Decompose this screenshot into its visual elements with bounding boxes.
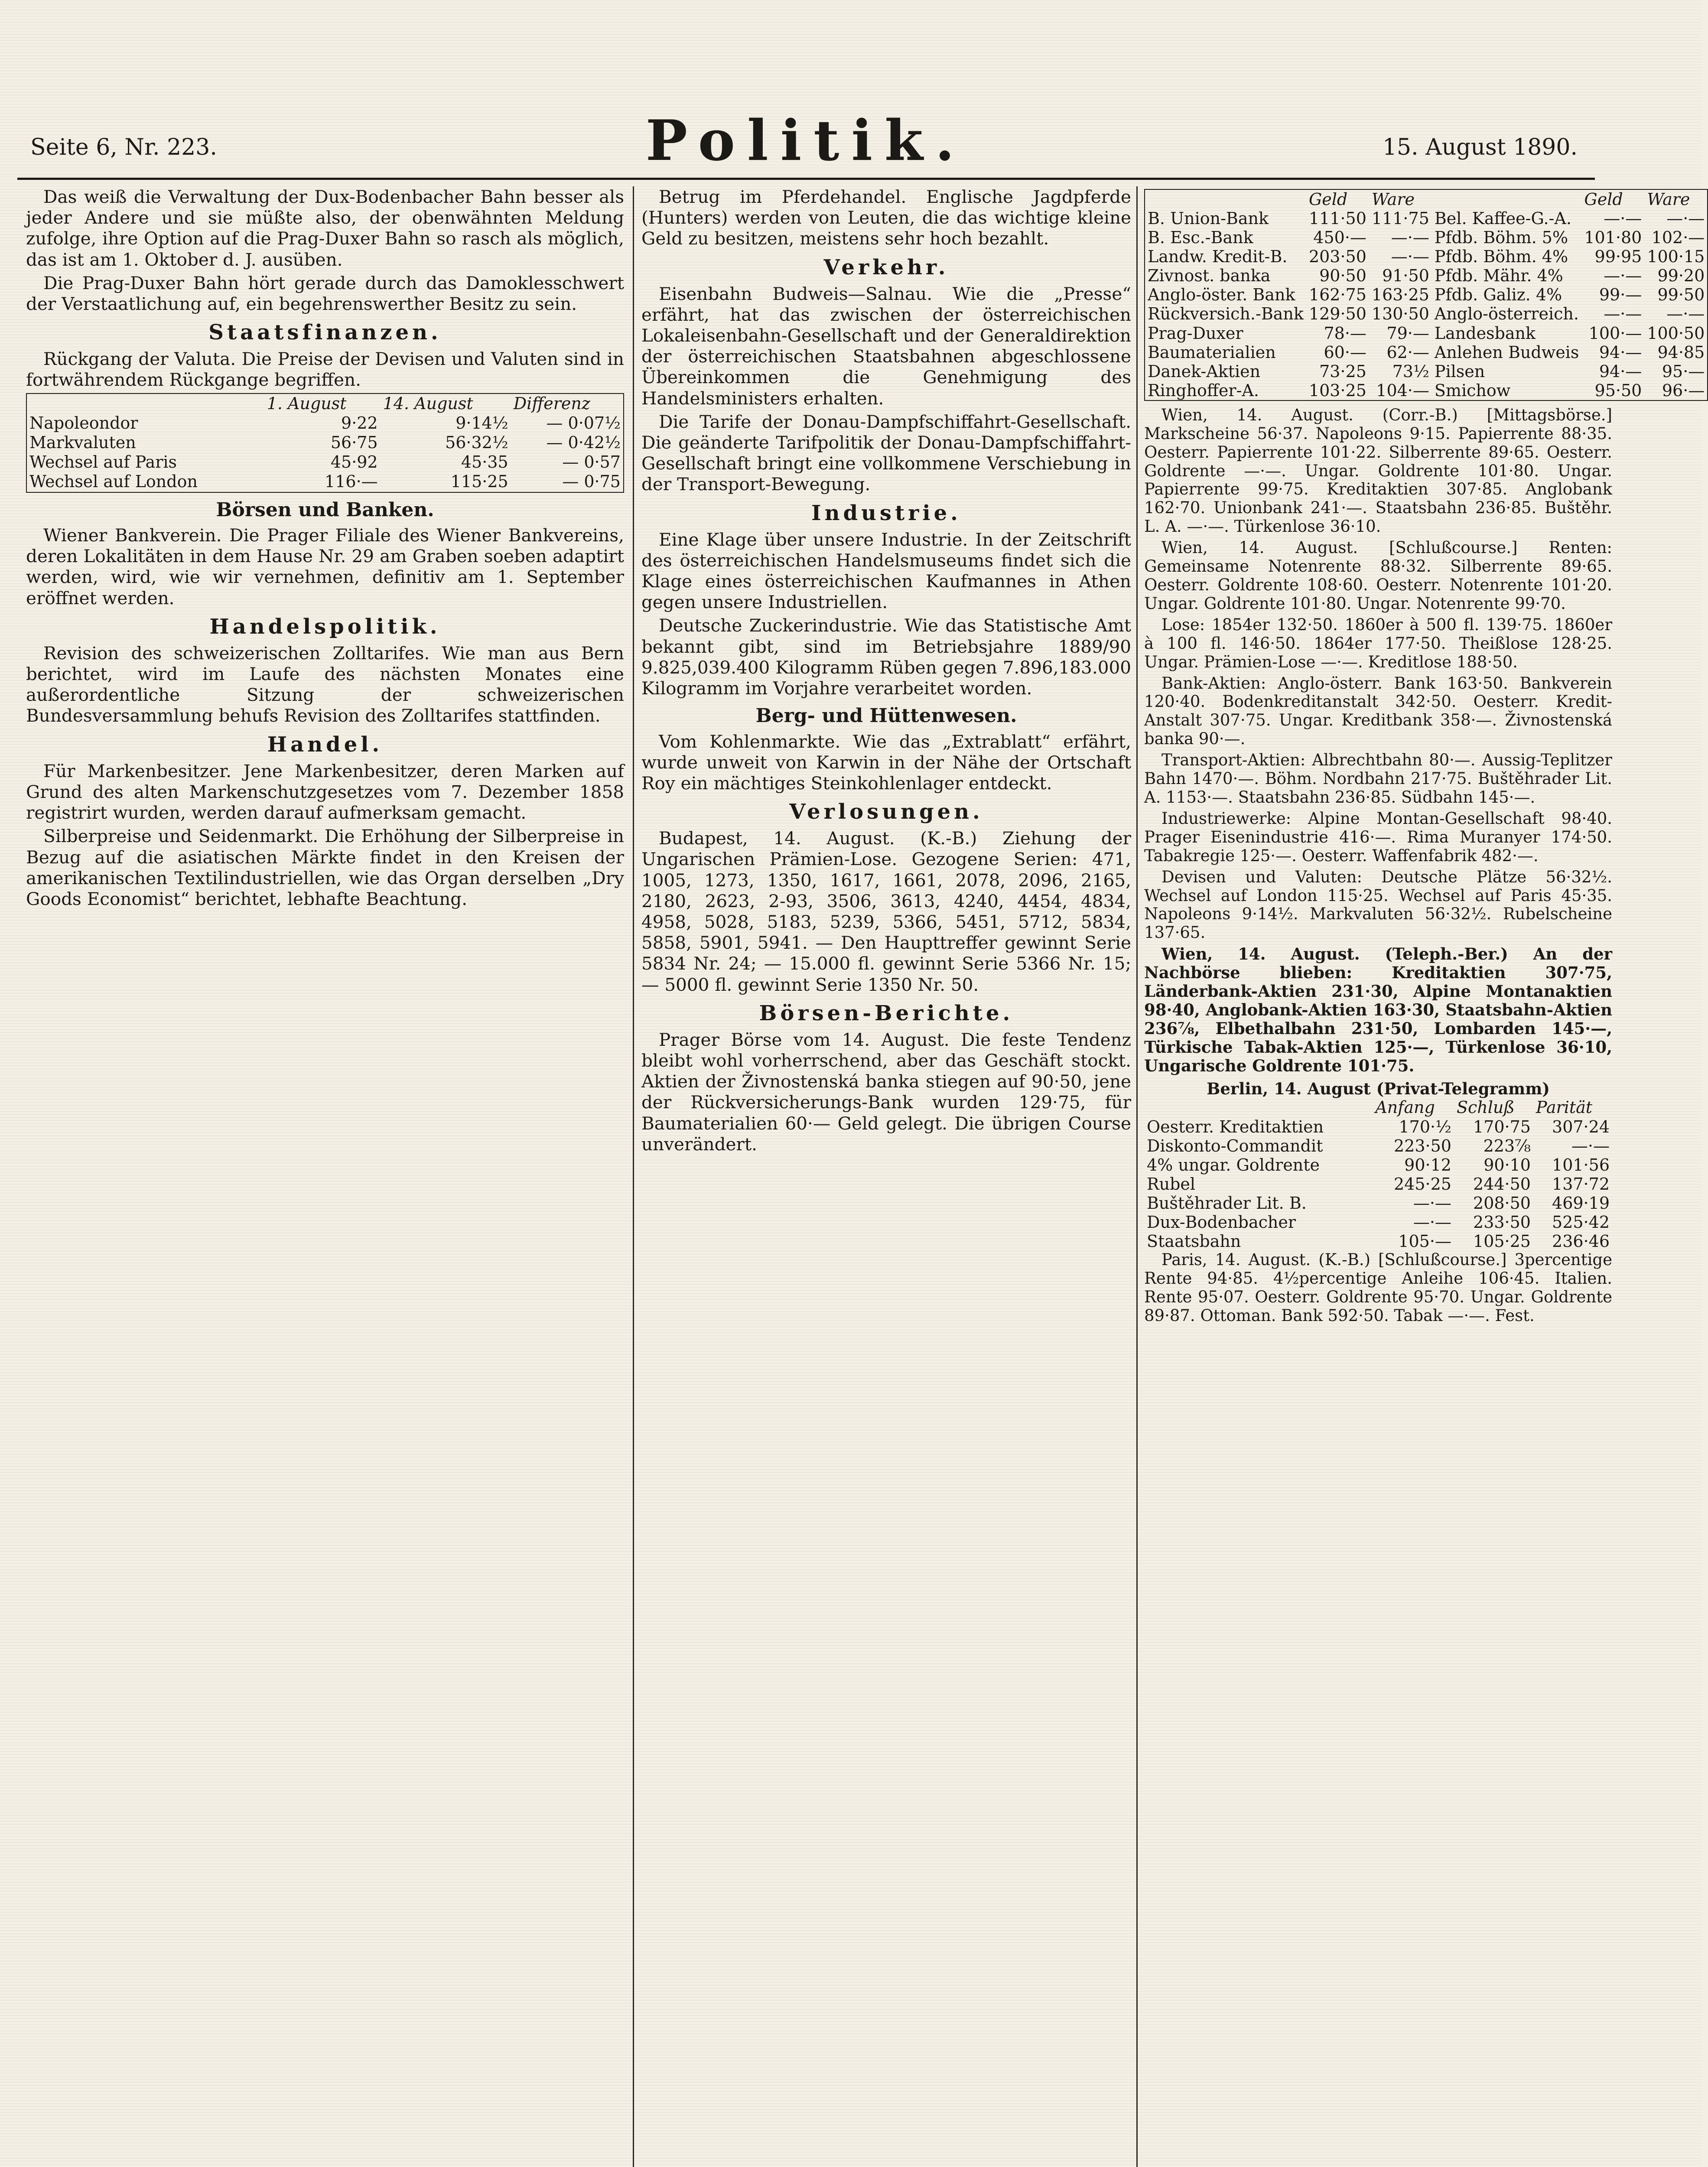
column-middle [641, 186, 1131, 2167]
table-cell: 208·50 [1473, 1193, 1531, 1213]
table-row [1145, 266, 1708, 285]
table-cell: 170·½ [1399, 1117, 1451, 1136]
table-cell: 162·75 [1308, 285, 1366, 305]
table-cell: 79·— [1386, 323, 1429, 343]
table-cell: —·— [1666, 209, 1705, 228]
article-paragraph: Rückgang der Valuta. Die Preise der Devisen und Valuten sind in fortwährendem Rückgange begriffen. [26, 348, 624, 390]
table-cell: 90·50 [1319, 266, 1366, 286]
article-paragraph: Silberpreise und Seidenmarkt. Die Erhöhung der Silberpreise in Bezug auf die asiatischen Märkte findet in den Kreisen der amerikanischen Textilindustriellen, wie das Organ derselben „Dry Goods Economist“ berichtet, lebhafte Beachtung. [26, 826, 624, 909]
table-cell: 233·50 [1473, 1212, 1531, 1232]
table-cell: 105·25 [1473, 1232, 1531, 1251]
market-report: Industriewerke: Alpine Montan-Gesellschaft 98·40. Prager Eisenindustrie 416·—. Rima Muranyer 174·50. Tabakregie 125·—. Oesterr. Waffenfabrik 482·—. [1144, 809, 1612, 865]
quotes-table [1144, 189, 1708, 401]
section-heading-verkehr: Verkehr. [823, 255, 949, 280]
table-cell: 102·— [1651, 228, 1705, 247]
issue-date: 15. August 1890. [1382, 134, 1578, 160]
table-cell: Pfdb. Galiz. 4% [1434, 285, 1562, 305]
table-cell: 223·50 [1393, 1136, 1451, 1155]
table-cell: Markvaluten [29, 433, 136, 452]
table-cell: 103·25 [1308, 381, 1366, 400]
berlin-report-title: Berlin, 14. August (Privat-Telegramm) [1207, 1079, 1550, 1098]
table-cell: —·— [1391, 228, 1429, 247]
table-cell: 60·— [1324, 342, 1366, 362]
table-cell: Rubel [1147, 1174, 1196, 1194]
table-header-cell: Ware [1647, 190, 1690, 209]
table-cell: 99·95 [1594, 247, 1642, 267]
table-cell: 94·85 [1657, 342, 1705, 362]
table-cell: 96·— [1662, 381, 1705, 400]
section-heading-berg-huettenwesen: Berg- und Hüttenwesen. [755, 705, 1017, 727]
section-heading-industrie: Industrie. [811, 501, 961, 525]
table-cell: 90·10 [1484, 1155, 1531, 1175]
table-cell: Wechsel auf London [29, 472, 198, 491]
table-row [1145, 247, 1708, 266]
table-cell: — 0·07½ [546, 413, 621, 433]
table-row [1145, 304, 1708, 323]
table-cell: 90·12 [1404, 1155, 1451, 1175]
table-cell: —·— [1413, 1212, 1451, 1232]
table-cell: 100·— [1588, 323, 1642, 343]
column-left [26, 186, 624, 2167]
table-cell: Staatsbahn [1147, 1232, 1241, 1251]
section-heading-boersen-berichte: Börsen-Berichte. [759, 1001, 1014, 1025]
table-header-cell [1145, 189, 1306, 209]
table-cell: 62·— [1386, 342, 1429, 362]
table-cell: Pilsen [1434, 361, 1485, 381]
table-header-row [1144, 1098, 1612, 1117]
article-paragraph: Wiener Bankverein. Die Prager Filiale des Wiener Bankvereins, deren Lokalitäten in dem Hause Nr. 29 am Graben soeben adaptirt werden, wird, wie wir vernehmen, definitiv am 1. September eröffnet werden. [26, 525, 624, 608]
header-rule [17, 178, 1595, 180]
table-cell: Pfdb. Böhm. 5% [1434, 228, 1568, 247]
market-report: Transport-Aktien: Albrechtbahn 80·—. Aussig-Teplitzer Bahn 1470·—. Böhm. Nordbahn 217·75. Buštěhrader Lit. A. 1153·—. Staatsbahn 236·85. Südbahn 145·—. [1144, 751, 1612, 807]
table-cell: 129·50 [1308, 304, 1366, 324]
table-cell: Prag-Duxer [1148, 323, 1243, 343]
article-paragraph: Vom Kohlenmarkte. Wie das „Extrablatt“ erfährt, wurde unweit von Karwin in der Nähe der Ortschaft Roy ein mächtiges Steinkohlenlager entdeckt. [641, 731, 1131, 794]
table-cell: 73½ [1392, 361, 1429, 381]
table-row [1145, 324, 1708, 343]
table-header-cell: Parität [1536, 1098, 1593, 1117]
table-cell: 101·56 [1552, 1155, 1610, 1175]
table-row [26, 433, 624, 452]
table-cell: — 0·57 [562, 452, 621, 472]
table-cell: 4% ungar. Goldrente [1147, 1155, 1320, 1175]
table-header-row [1145, 189, 1708, 209]
table-cell: 45·35 [461, 452, 508, 472]
table-cell: Anlehen Budweis [1434, 342, 1579, 362]
table-cell: 137·72 [1552, 1174, 1610, 1194]
table-cell: —·— [1604, 209, 1642, 228]
table-cell: Oesterr. Kreditaktien [1147, 1117, 1324, 1136]
page-number: Seite 6, Nr. 223. [30, 134, 217, 160]
table-cell: —·— [1604, 266, 1642, 286]
table-row [1145, 228, 1708, 247]
table-cell: Smichow [1434, 381, 1511, 400]
table-header-row [26, 394, 624, 413]
table-cell: 95·— [1662, 361, 1705, 381]
table-header-cell: Anfang [1375, 1098, 1435, 1117]
article-paragraph: Für Markenbesitzer. Jene Markenbesitzer, deren Marken auf Grund des alten Markenschutzgesetzes vom 7. Dezember 1858 registrirt wurden, werden darauf aufmerksam gemacht. [26, 760, 624, 823]
table-cell: B. Esc.-Bank [1148, 228, 1253, 247]
table-row [1145, 343, 1708, 362]
table-cell: — 0·75 [562, 472, 621, 491]
table-cell: Dux-Bodenbacher [1147, 1212, 1296, 1232]
table-cell: —·— [1666, 304, 1705, 324]
table-header-cell: Geld [1308, 190, 1348, 209]
table-cell: Anglo-öster. Bank [1148, 285, 1295, 305]
column-right [1144, 186, 1705, 2167]
table-cell: Wechsel auf Paris [29, 452, 177, 472]
table-header-cell: 14. August [383, 394, 473, 413]
table-header-cell [26, 394, 264, 413]
table-header-cell: Ware [1371, 190, 1415, 209]
table-cell: 56·75 [330, 433, 378, 452]
table-row [1145, 285, 1708, 304]
table-cell: 100·15 [1647, 247, 1705, 267]
table-cell: — 0·42½ [546, 433, 621, 452]
berlin-table [1144, 1098, 1612, 1251]
table-cell: 163·25 [1371, 285, 1429, 305]
table-cell: 104·— [1376, 381, 1429, 400]
table-cell: 245·25 [1393, 1174, 1451, 1194]
table-cell: 203·50 [1308, 247, 1366, 267]
table-cell: Zivnost. banka [1148, 266, 1271, 286]
table-cell: 223⅞ [1483, 1136, 1531, 1155]
table-cell: —·— [1391, 247, 1429, 267]
table-cell: 99·50 [1657, 285, 1705, 305]
valuta-table [26, 393, 624, 493]
market-report: Lose: 1854er 132·50. 1860er à 500 fl. 139·75. 1860er à 100 fl. 146·50. 1864er 177·50. Theißlose 128·25. Ungar. Prämien-Lose —·—. Kreditlose 188·50. [1144, 615, 1612, 671]
table-cell: 91·50 [1382, 266, 1429, 286]
table-cell: 111·50 [1308, 209, 1366, 228]
market-report: Wien, 14. August. [Schlußcourse.] Renten: Gemeinsame Notenrente 88·32. Silberrente 89·65. Oesterr. Goldrente 108·60. Oesterr. Notenrente 101·20. Ungar. Goldrente 101·80. Ungar. Notenrente 99·70. [1144, 538, 1612, 613]
table-cell: —·— [1571, 1136, 1610, 1155]
table-cell: Napoleondor [29, 413, 138, 433]
table-cell: Rückversich.-Bank [1148, 304, 1304, 324]
table-row [1144, 1232, 1612, 1251]
table-header-cell [1144, 1098, 1373, 1117]
table-row [1145, 381, 1708, 400]
table-cell: 94·— [1599, 361, 1642, 381]
article-paragraph: Prager Börse vom 14. August. Die feste Tendenz bleibt wohl vorherrschend, aber das Geschäft stockt. Aktien der Živnostenská banka stiegen auf 90·50, jene der Rückversicherungs-Bank wurden 129·75, für Baumaterialien 60·— Geld gelegt. Die übrigen Course unverändert. [641, 1029, 1131, 1155]
article-paragraph: Das weiß die Verwaltung der Dux-Bodenbacher Bahn besser als jeder Andere und sie müßte also, der obenwähnten Meldung zufolge, ihre Option auf die Prag-Duxer Bahn so rasch als möglich, das ist am 1. Oktober d. J. ausüben. [26, 186, 624, 270]
section-heading-handel: Handel. [267, 732, 383, 757]
table-cell: 99·— [1599, 285, 1642, 305]
table-cell: Anglo-österreich. [1434, 304, 1579, 324]
article-paragraph: Revision des schweizerischen Zolltarifes. Wie man aus Bern berichtet, wird im Laufe des nächsten Monates eine außerordentliche Sitzung der schweizerischen Bundesversammlung behufs Revision des Zolltarifes stattfinden. [26, 642, 624, 726]
table-row [1144, 1117, 1612, 1136]
column-divider [1136, 186, 1138, 2167]
table-row [26, 413, 624, 433]
section-heading-boersen-banken: Börsen und Banken. [216, 498, 434, 521]
table-row [1144, 1194, 1612, 1213]
article-paragraph: Budapest, 14. August. (K.-B.) Ziehung der Ungarischen Prämien-Lose. Gezogene Serien: 471, 1005, 1273, 1350, 1617, 1661, 2078, 2096, 2165, 2180, 2623, 2-93, 3506, 3613, 4240, 4454, 4834, 4958, 5028, 5183, 5239, 5366, 5451, 5712, 5834, 5858, 5901, 5941. — Den Haupttreffer gewinnt Serie 5834 Nr. 24; — 15.000 fl. gewinnt Serie 5366 Nr. 15; — 5000 fl. gewinnt Serie 1350 Nr. 50. [641, 828, 1131, 995]
section-heading-handelspolitik: Handelspolitik. [209, 614, 441, 639]
table-cell: —·— [1413, 1193, 1451, 1213]
table-row [1144, 1136, 1612, 1155]
market-report: Paris, 14. August. (K.-B.) [Schlußcourse.] 3percentige Rente 94·85. 4½percentige Anleihe 106·45. Italien. Rente 95·07. Oesterr. Goldrente 95·70. Ungar. Goldrente 89·87. Ottoman. Bank 592·50. Tabak —·—. Fest. [1144, 1250, 1612, 1325]
table-cell: 525·42 [1552, 1212, 1610, 1232]
market-report: Wien, 14. August. (Teleph.-Ber.) An der Nachbörse blieben: Kreditaktien 307·75, Länderbank-Aktien 231·30, Alpine Montanaktien 98·40, Anglobank-Aktien 163·30, Staatsbahn-Aktien 236⅞, Elbethalbahn 231·50, Lombarden 145·—, Türkische Tabak-Aktien 125·—, Türkenlose 36·10, Ungarische Goldrente 101·75. [1144, 944, 1612, 1075]
section-title: Politik. [645, 108, 967, 173]
table-header-cell: 1. August [267, 394, 347, 413]
table-row [26, 452, 624, 472]
table-row [1144, 1155, 1612, 1175]
table-header-cell [1432, 189, 1581, 209]
article-paragraph: Die Tarife der Donau-Dampfschiffahrt-Gesellschaft. Die geänderte Tarifpolitik der Donau-Dampfschiffahrt-Gesellschaft bringt eine vollkommene Verschiebung in der Transport-Bewegung. [641, 411, 1131, 495]
table-cell: 56·32½ [445, 433, 508, 452]
table-cell: 307·24 [1552, 1117, 1610, 1136]
table-cell: Ringhoffer-A. [1148, 381, 1259, 400]
table-cell: B. Union-Bank [1148, 209, 1269, 228]
table-header-cell: Schluß [1456, 1098, 1515, 1117]
table-cell: Bel. Kaffee-G.-A. [1434, 209, 1571, 228]
article-paragraph: Deutsche Zuckerindustrie. Wie das Statistische Amt bekannt gibt, sind im Betriebsjahre 1889/90 9.825,039.400 Kilogramm Rüben gegen 7.896,183.000 Kilogramm im Vorjahre verarbeitet worden. [641, 615, 1131, 699]
table-cell: —·— [1604, 304, 1642, 324]
table-cell: Diskonto-Commandit [1147, 1136, 1323, 1155]
table-row [1145, 209, 1708, 228]
table-cell: Landw. Kredit-B. [1148, 247, 1288, 267]
table-cell: 115·25 [450, 472, 508, 491]
article-paragraph: Eine Klage über unsere Industrie. In der Zeitschrift des österreichischen Handelsmuseums findet sich die Klage eines österreichischen Kaufmannes in Athen gegen unsere Industriellen. [641, 529, 1131, 613]
table-cell: 450·— [1313, 228, 1366, 247]
table-cell: 244·50 [1473, 1174, 1531, 1194]
table-cell: Pfdb. Mähr. 4% [1434, 266, 1563, 286]
market-report: Wien, 14. August. (Corr.-B.) [Mittagsbörse.] Markscheine 56·37. Napoleons 9·15. Papierrente 88·35. Oesterr. Papierrente 101·22. Silberrente 89·65. Oesterr. Goldrente —·—. Ungar. Goldrente 101·80. Ungar. Papierrente 99·75. Kreditaktien 307·85. Anglobank 162·70. Unionbank 241·—. Staatsbahn 236·85. Buštěhr. L. A. —·—. Türkenlose 36·10. [1144, 405, 1612, 536]
table-cell: 94·— [1599, 342, 1642, 362]
table-cell: Landesbank [1434, 323, 1536, 343]
table-cell: 116·— [325, 472, 378, 491]
article-paragraph: Die Prag-Duxer Bahn hört gerade durch das Damoklesschwert der Verstaatlichung auf, ein begehrenswerther Besitz zu sein. [26, 272, 624, 314]
market-report: Bank-Aktien: Anglo-österr. Bank 163·50. Bankverein 120·40. Bodenkreditanstalt 342·50. Oesterr. Kredit-Anstalt 307·75. Ungar. Kreditbank 358·—. Živnostenská banka 90·—. [1144, 674, 1612, 748]
market-report: Devisen und Valuten: Deutsche Plätze 56·32½. Wechsel auf London 115·25. Wechsel auf Paris 45·35. Napoleons 9·14½. Markvaluten 56·32½. Rubelscheine 137·65. [1144, 867, 1612, 942]
table-cell: Pfdb. Böhm. 4% [1434, 247, 1568, 267]
table-cell: 9·14½ [455, 413, 508, 433]
table-cell: Baumaterialien [1148, 342, 1276, 362]
article-paragraph: Eisenbahn Budweis—Salnau. Wie die „Presse“ erfährt, hat das zwischen der österreichischen Lokaleisenbahn-Gesellschaft und der Generaldirektion der österreichischen Staatsbahnen abgeschlossene Übereinkommen die Genehmigung des Handelsministers erhalten. [641, 283, 1131, 409]
table-cell: 73·25 [1319, 361, 1366, 381]
table-cell: 101·80 [1584, 228, 1642, 247]
table-row [1145, 362, 1708, 381]
table-cell: Buštěhrader Lit. B. [1147, 1193, 1307, 1213]
table-cell: 170·75 [1473, 1117, 1531, 1136]
table-header-cell: Differenz [513, 394, 590, 413]
table-cell: 111·75 [1371, 209, 1429, 228]
table-cell: 78·— [1324, 323, 1366, 343]
column-divider [633, 186, 634, 2167]
table-cell: 469·19 [1552, 1193, 1610, 1213]
table-cell: 105·— [1398, 1232, 1451, 1251]
table-header-cell: Geld [1584, 190, 1623, 209]
table-row [26, 472, 624, 492]
table-cell: 100·50 [1647, 323, 1705, 343]
table-row [1144, 1213, 1612, 1232]
article-paragraph: Betrug im Pferdehandel. Englische Jagdpferde (Hunters) werden von Leuten, die das wichtige kleine Geld zu besitzen, meistens sehr hoch bezahlt. [641, 186, 1131, 249]
page-header [17, 100, 1595, 173]
table-cell: Danek-Aktien [1148, 361, 1261, 381]
section-heading-staatsfinanzen: Staatsfinanzen. [208, 320, 442, 345]
table-row [1144, 1175, 1612, 1194]
table-cell: 236·46 [1552, 1232, 1610, 1251]
table-cell: 95·50 [1594, 381, 1642, 400]
table-cell: 45·92 [330, 452, 378, 472]
table-cell: 99·20 [1657, 266, 1705, 286]
table-cell: 9·22 [341, 413, 378, 433]
section-heading-verlosungen: Verlosungen. [789, 800, 983, 824]
table-cell: 130·50 [1371, 304, 1429, 324]
